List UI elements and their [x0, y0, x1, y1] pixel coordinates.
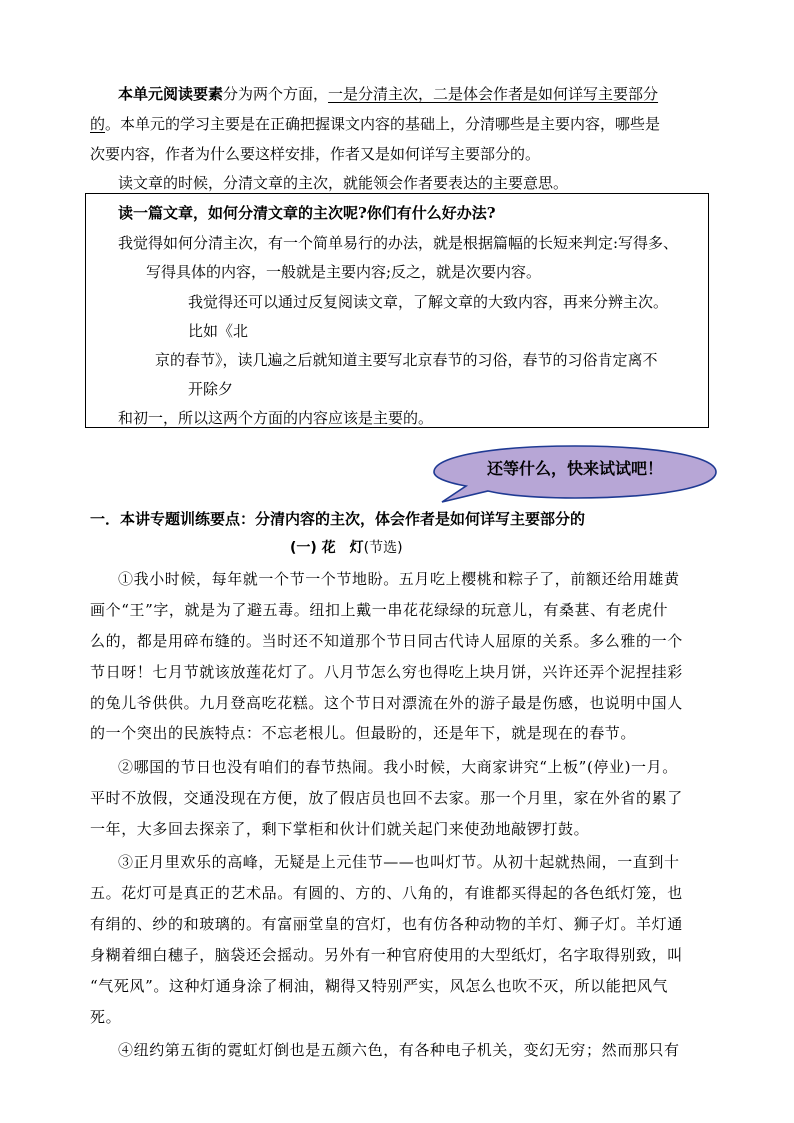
intro-line-1 — [118, 84, 658, 104]
article-p4-line-1: ④纽约第五街的霓虹灯倒也是五颜六色，有各种电子机关，变幻无穷；然而那只有 — [118, 1041, 680, 1059]
callout-text: 还等什么，快来试试吧！ — [486, 459, 663, 478]
article-p3-line-3: 有绢的、纱的和玻璃的。有富丽堂皇的宫灯，也有仿各种动物的羊灯、狮子灯。羊灯通 — [90, 915, 683, 933]
tips-question: 读一篇文章，如何分清文章的主次呢?你们有什么好办法? — [118, 204, 496, 222]
tips-answer-1-line-1: 我觉得如何分清主次，有一个简单易行的办法，就是根据篇幅的长短来判定:写得多、 — [118, 234, 679, 252]
section-heading: 一．本讲专题训练要点：分清内容的主次，体会作者是如何详写主要部分的 — [90, 510, 586, 528]
tips-answer-2-line-5: 和初一，所以这两个方面的内容应该是主要的。 — [118, 409, 434, 427]
tips-answer-2-line-4: 开除夕 — [188, 380, 234, 398]
article-p1-line-2: 画个“王”字，就是为了避五毒。纽扣上戴一串花花绿绿的玩意儿，有桑葚、有老虎什 — [90, 601, 669, 619]
article-title-note: (节选) — [363, 540, 403, 556]
article-p3-line-2: 五。花灯可是真正的艺术品。有圆的、方的、八角的，有谁都买得起的各色纸灯笼，也 — [90, 884, 683, 902]
tips-answer-2-line-3: 京的春节》，读几遍之后就知道主要写北京春节的习俗，春节的习俗肯定离不 — [155, 351, 658, 369]
intro-line-2 — [90, 114, 660, 134]
intro-text-2: 。本单元的学习主要是在正确把握课文内容的基础上，分清哪些是主要内容，哪些是 — [105, 115, 661, 133]
article-p2-line-1: ②哪国的节日也没有咱们的春节热闹。我小时候，大商家讲究“上板”(停业)一月。 — [118, 758, 678, 776]
article-p1-line-4: 节日呀！七月节就该放莲花灯了。八月节怎么穷也得吃上块月饼，兴许还弄个泥捏挂彩 — [90, 663, 683, 681]
tips-answer-2-line-1: 我觉得还可以通过反复阅读文章，了解文章的大致内容，再来分辨主次。 — [188, 293, 669, 311]
intro-key-term: 本单元阅读要素 — [118, 85, 224, 103]
article-p3-line-5: “气死风”。这种灯通身涂了桐油，糊得又特别严实，风怎么也吹不灭，所以能把风气 — [90, 977, 669, 995]
article-p1-line-6: 的一个突出的民族特点：不忘老根儿。但最盼的，还是年下，就是现在的春节。 — [90, 724, 637, 742]
article-p3-line-6: 死。 — [90, 1008, 122, 1026]
tips-answer-1-line-2: 写得具体的内容，一般就是主要内容;反之，就是次要内容。 — [146, 263, 542, 281]
article-p2-line-3: 一年，大多回去探亲了，剩下掌柜和伙计们就关起门来使劲地敲锣打鼓。 — [90, 820, 590, 838]
tips-answer-2-line-2: 比如《北 — [188, 322, 249, 340]
intro-line-4: 读文章的时候，分清文章的主次，就能领会作者要表达的主要意思。 — [118, 174, 569, 192]
intro-underlined-end: 的 — [90, 115, 106, 133]
article-p3-line-1: ③正月里欢乐的高峰，无疑是上元佳节——也叫灯节。从初十起就热闹，一直到十 — [118, 853, 680, 871]
article-p3-line-4: 身糊着细白穗子，脑袋还会摇动。另外有一种官府使用的大型纸灯，名字取得别致，叫 — [90, 946, 683, 964]
article-p2-line-2: 平时不放假，交通没现在方便，放了假店员也回不去家。那一个月里，家在外省的累了 — [90, 789, 683, 807]
intro-underlined: 一是分清主次，二是体会作者是如何详写主要部分 — [328, 85, 659, 103]
intro-text: 分为两个方面， — [223, 85, 329, 103]
article-p1-line-5: 的兔儿爷供供。九月登高吃花糕。这个节日对漂流在外的游子最是伤感，也说明中国人 — [90, 694, 683, 712]
intro-line-3: 次要内容，作者为什么要这样安排，作者又是如何详写主要部分的。 — [90, 145, 541, 163]
article-p1-line-3: 么的，都是用碎布缝的。当时还不知道那个节日同古代诗人屈原的关系。多么雅的一个 — [90, 632, 683, 650]
article-title — [290, 538, 403, 558]
article-title-main: (一) 花 灯 — [290, 540, 364, 556]
article-p1-line-1: ①我小时候，每年就一个节一个节地盼。五月吃上樱桃和粽子了，前额还给用雄黄 — [118, 570, 680, 588]
